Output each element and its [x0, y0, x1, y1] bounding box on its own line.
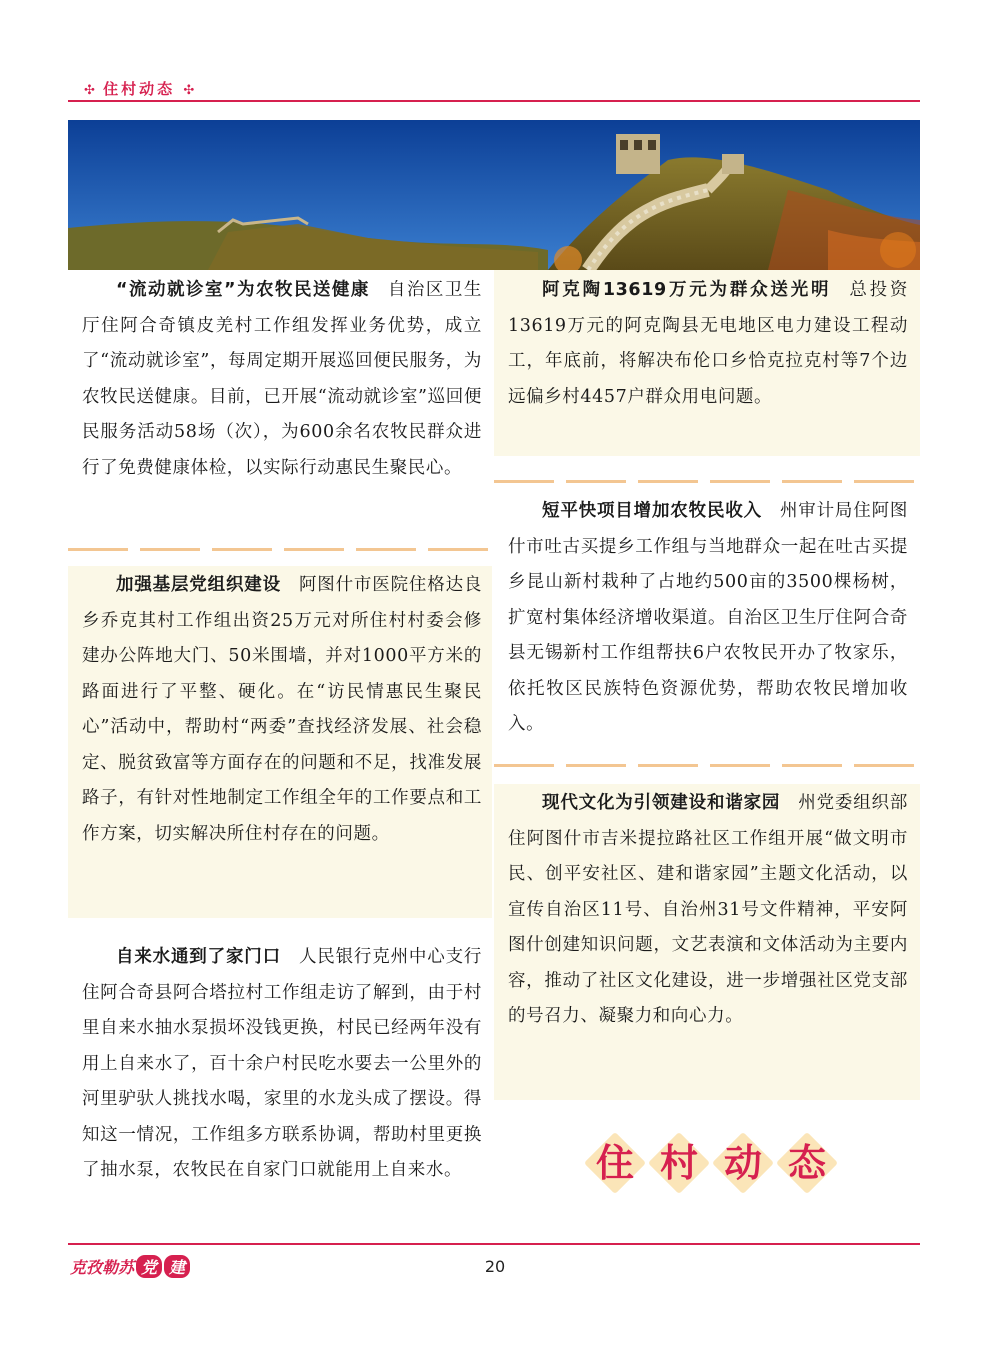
article-title: 现代文化为引领建设和谐家园: [542, 793, 781, 813]
section-divider: [494, 480, 920, 483]
section-label: 住村动态: [103, 80, 176, 98]
section-divider: [68, 548, 492, 551]
article-water: [68, 938, 492, 1238]
stamp-char: 动: [710, 1130, 776, 1196]
article-body: 阿图什市医院住格达良乡乔克其村工作组出资25万元对所住村村委会修建办公阵地大门、50米围墙，并对1000平方米的路面进行了平整、硬化。在“访民情惠民生聚民心”活动中，帮助村“两委”查找经济发展、社会稳定、脱贫致富等方面存在的问题和不足，找准发展路子，有针对性地制定工作组全年的工作要点和工作方案，切实解决所住村存在的问题。: [82, 575, 482, 844]
article-title: “流动就诊室”为农牧民送健康: [116, 280, 370, 300]
article-party: [68, 566, 492, 918]
stamp-char: 态: [774, 1130, 840, 1196]
article-title: 短平快项目增加农牧民收入: [542, 501, 762, 521]
article-title: 自来水通到了家门口: [116, 947, 281, 967]
great-wall-banner: [68, 120, 920, 270]
article-title: 加强基层党组织建设: [116, 575, 281, 595]
brand-pill: 党: [136, 1255, 162, 1278]
article-income: [494, 492, 920, 754]
brand-pill: 建: [164, 1255, 190, 1278]
page-number: 20: [484, 1257, 506, 1276]
article-body: 自治区卫生厅住阿合奇镇皮羌村工作组发挥业务优势，成立了“流动就诊室”，每周定期开展巡回便民服务，为农牧民送健康。目前，已开展“流动就诊室”巡回便民服务活动58场（次），为600余名农牧民群众进行了免费健康体检，以实际行动惠民生聚民心。: [82, 280, 482, 478]
article-body: 总投资13619万元的阿克陶县无电地区电力建设工程动工，年底前，将解决布伦口乡恰克拉克村等7个边远偏乡村4457户群众用电问题。: [508, 280, 908, 407]
section-divider: [494, 764, 920, 767]
article-body: 人民银行克州中心支行住阿合奇县阿合塔拉村工作组走访了解到，由于村里自来水抽水泵损坏没钱更换，村民已经两年没有用上自来水了，百十余户村民吃水要去一公里外的河里驴驮人挑找水喝，家里的水龙头成了摆设。得知这一情况，工作组多方联系协调，帮助村里更换了抽水泵，农牧民在自家门口就能用上自来水。: [82, 947, 482, 1180]
ornament-icon: ✣: [84, 83, 95, 98]
article-body: 州党委组织部住阿图什市吉米提拉路社区工作组开展“做文明市民、创平安社区、建和谐家园”主题文化活动，以宣传自治区11号、自治州31号文件精神，平安阿图什创建知识问题，文艺表演和文体活动为主要内容，推动了社区文化建设，进一步增强社区党支部的号召力、凝聚力和向心力。: [508, 793, 908, 1026]
brand-text: 克孜勒苏: [70, 1258, 135, 1277]
article-title: 阿克陶13619万元为群众送光明: [542, 280, 832, 300]
section-header: [84, 78, 194, 99]
article-clinic: [68, 270, 492, 540]
article-culture: [494, 784, 920, 1100]
section-stamp: [582, 1130, 842, 1196]
stamp-char: 村: [646, 1130, 712, 1196]
header-rule: [68, 100, 920, 102]
article-body: 州审计局住阿图什市吐古买提乡工作组与当地群众一起在吐古买提乡昆山新村栽种了占地约500亩的3500棵杨树，扩宽村集体经济增收渠道。自治区卫生厅住阿合奇县无锡新村工作组帮扶6户农牧民开办了牧家乐，依托牧区民族特色资源优势，帮助农牧民增加收入。: [508, 501, 909, 734]
great-wall-photo-icon: [68, 120, 920, 270]
ornament-icon: ✣: [183, 83, 195, 98]
stamp-char: 住: [582, 1130, 648, 1196]
article-power: [494, 270, 920, 456]
footer-rule: [68, 1243, 920, 1245]
magazine-brand: [70, 1255, 190, 1278]
